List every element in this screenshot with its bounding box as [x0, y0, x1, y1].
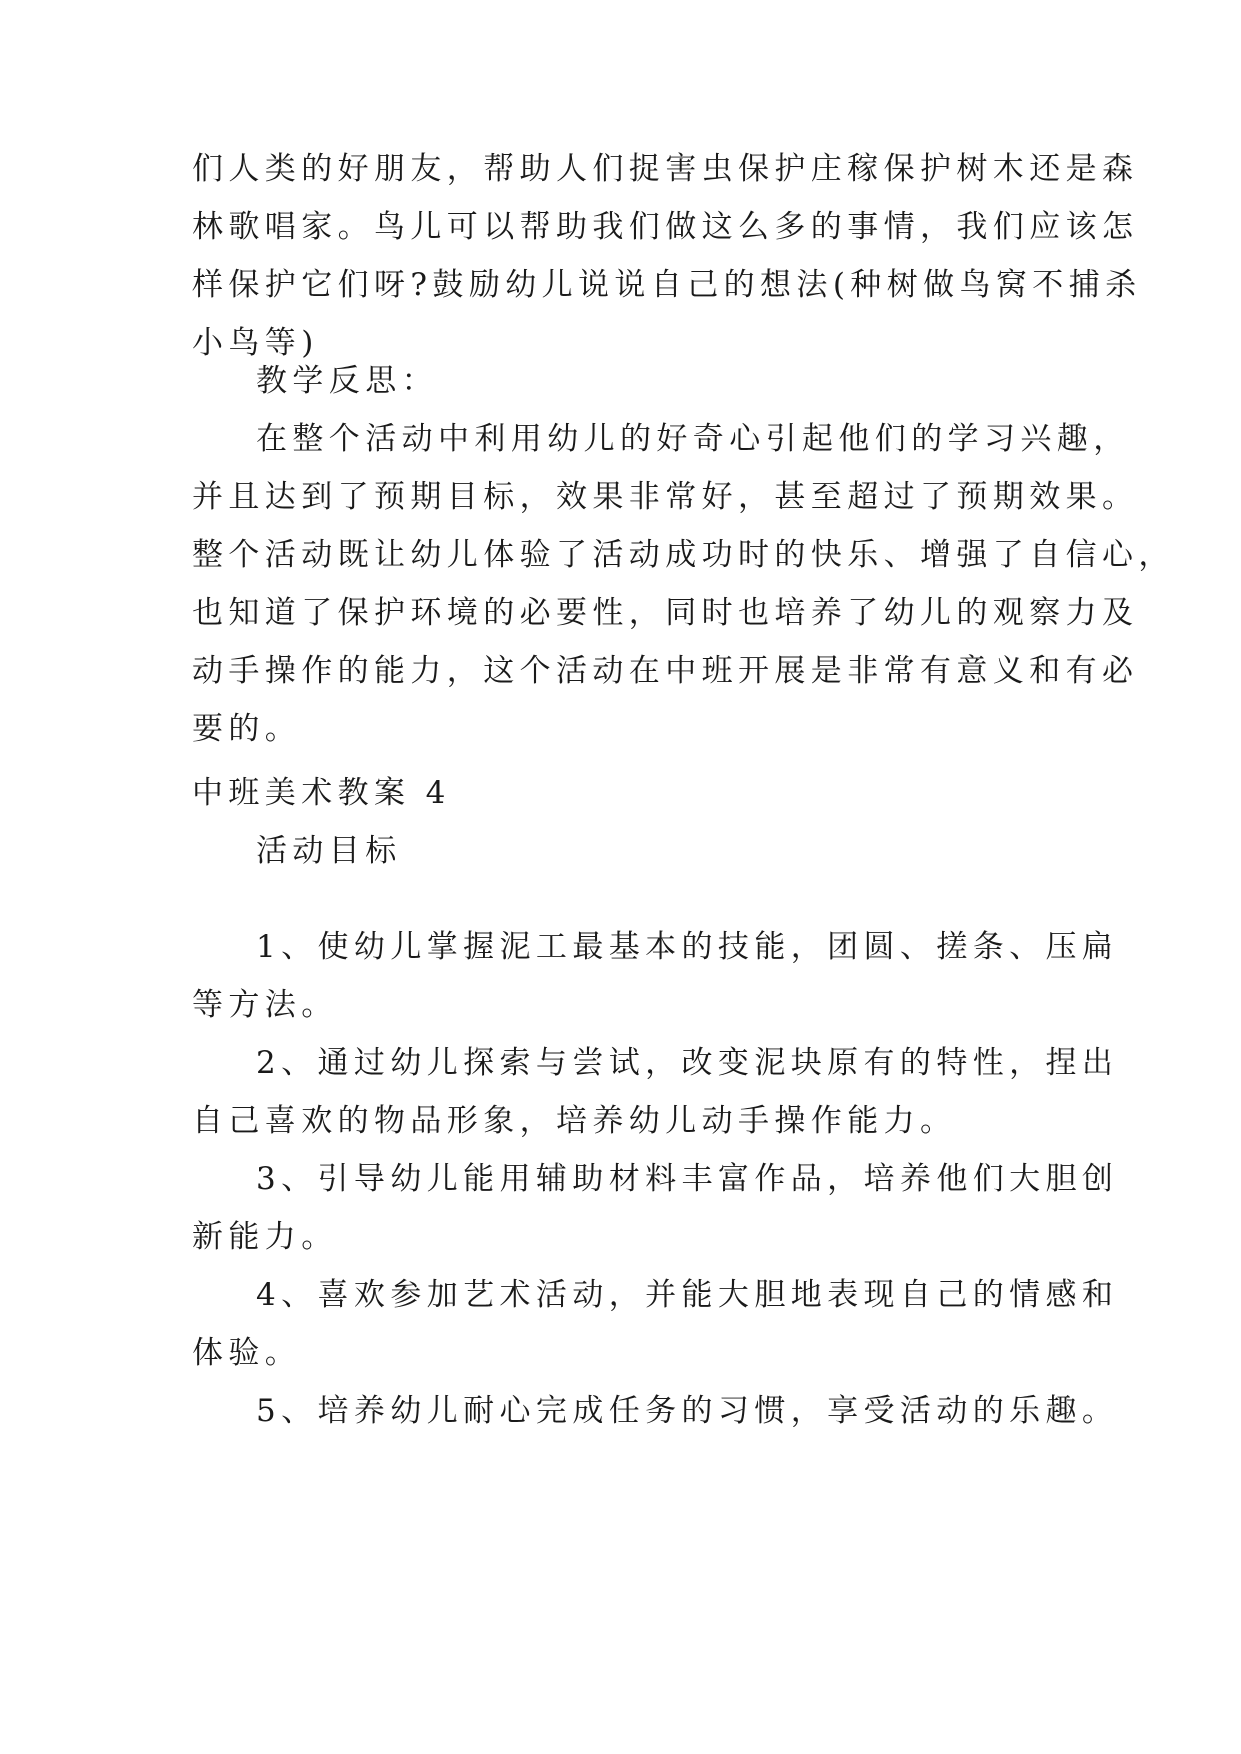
text-line: 动手操作的能力，这个活动在中班开展是非常有意义和有必 — [192, 653, 1139, 689]
objective-item — [192, 1382, 1119, 1440]
objectives-list — [192, 918, 1119, 1440]
text-line: 并且达到了预期目标，效果非常好，甚至超过了预期效果。 — [192, 479, 1139, 515]
text-line: 也知道了保护环境的必要性，同时也培养了幼儿的观察力及 — [192, 595, 1139, 631]
objectives-heading: 活动目标 — [256, 833, 402, 869]
lesson-title: 中班美术教案 4 — [192, 775, 451, 811]
objective-item — [192, 1034, 1119, 1150]
text-line: 自己喜欢的物品形象，培养幼儿动手操作能力。 — [192, 1103, 957, 1139]
text-line: 要的。 — [192, 711, 302, 747]
text-line: 样保护它们呀?鼓励幼儿说说自己的想法(种树做鸟窝不捕杀 — [192, 267, 1142, 303]
reflection-title: 教学反思： — [256, 363, 438, 399]
text-line: 们人类的好朋友，帮助人们捉害虫保护庄稼保护树木还是森 — [192, 151, 1139, 187]
reflection-paragraph — [192, 410, 1175, 758]
text-line: 2、通过幼儿探索与尝试，改变泥块原有的特性，捏出 — [256, 1045, 1119, 1081]
text-line: 林歌唱家。鸟儿可以帮助我们做这么多的事情，我们应该怎 — [192, 209, 1139, 245]
text-line: 5、培养幼儿耐心完成任务的习惯，享受活动的乐趣。 — [256, 1393, 1119, 1429]
objective-item — [192, 918, 1119, 1034]
text-line: 4、喜欢参加艺术活动，并能大胆地表现自己的情感和 — [256, 1277, 1119, 1313]
text-line: 3、引导幼儿能用辅助材料丰富作品，培养他们大胆创 — [256, 1161, 1119, 1197]
text-line: 1、使幼儿掌握泥工最基本的技能，团圆、搓条、压扁 — [256, 929, 1119, 965]
text-line: 在整个活动中利用幼儿的好奇心引起他们的学习兴趣， — [256, 421, 1130, 457]
text-line: 体验。 — [192, 1335, 302, 1371]
objective-item — [192, 1150, 1119, 1266]
text-line: 等方法。 — [192, 987, 338, 1023]
objective-item — [192, 1266, 1119, 1382]
text-line: 小鸟等) — [192, 325, 319, 361]
intro-paragraph — [192, 140, 1142, 372]
text-line: 整个活动既让幼儿体验了活动成功时的快乐、增强了自信心， — [192, 537, 1175, 573]
text-line: 新能力。 — [192, 1219, 338, 1255]
